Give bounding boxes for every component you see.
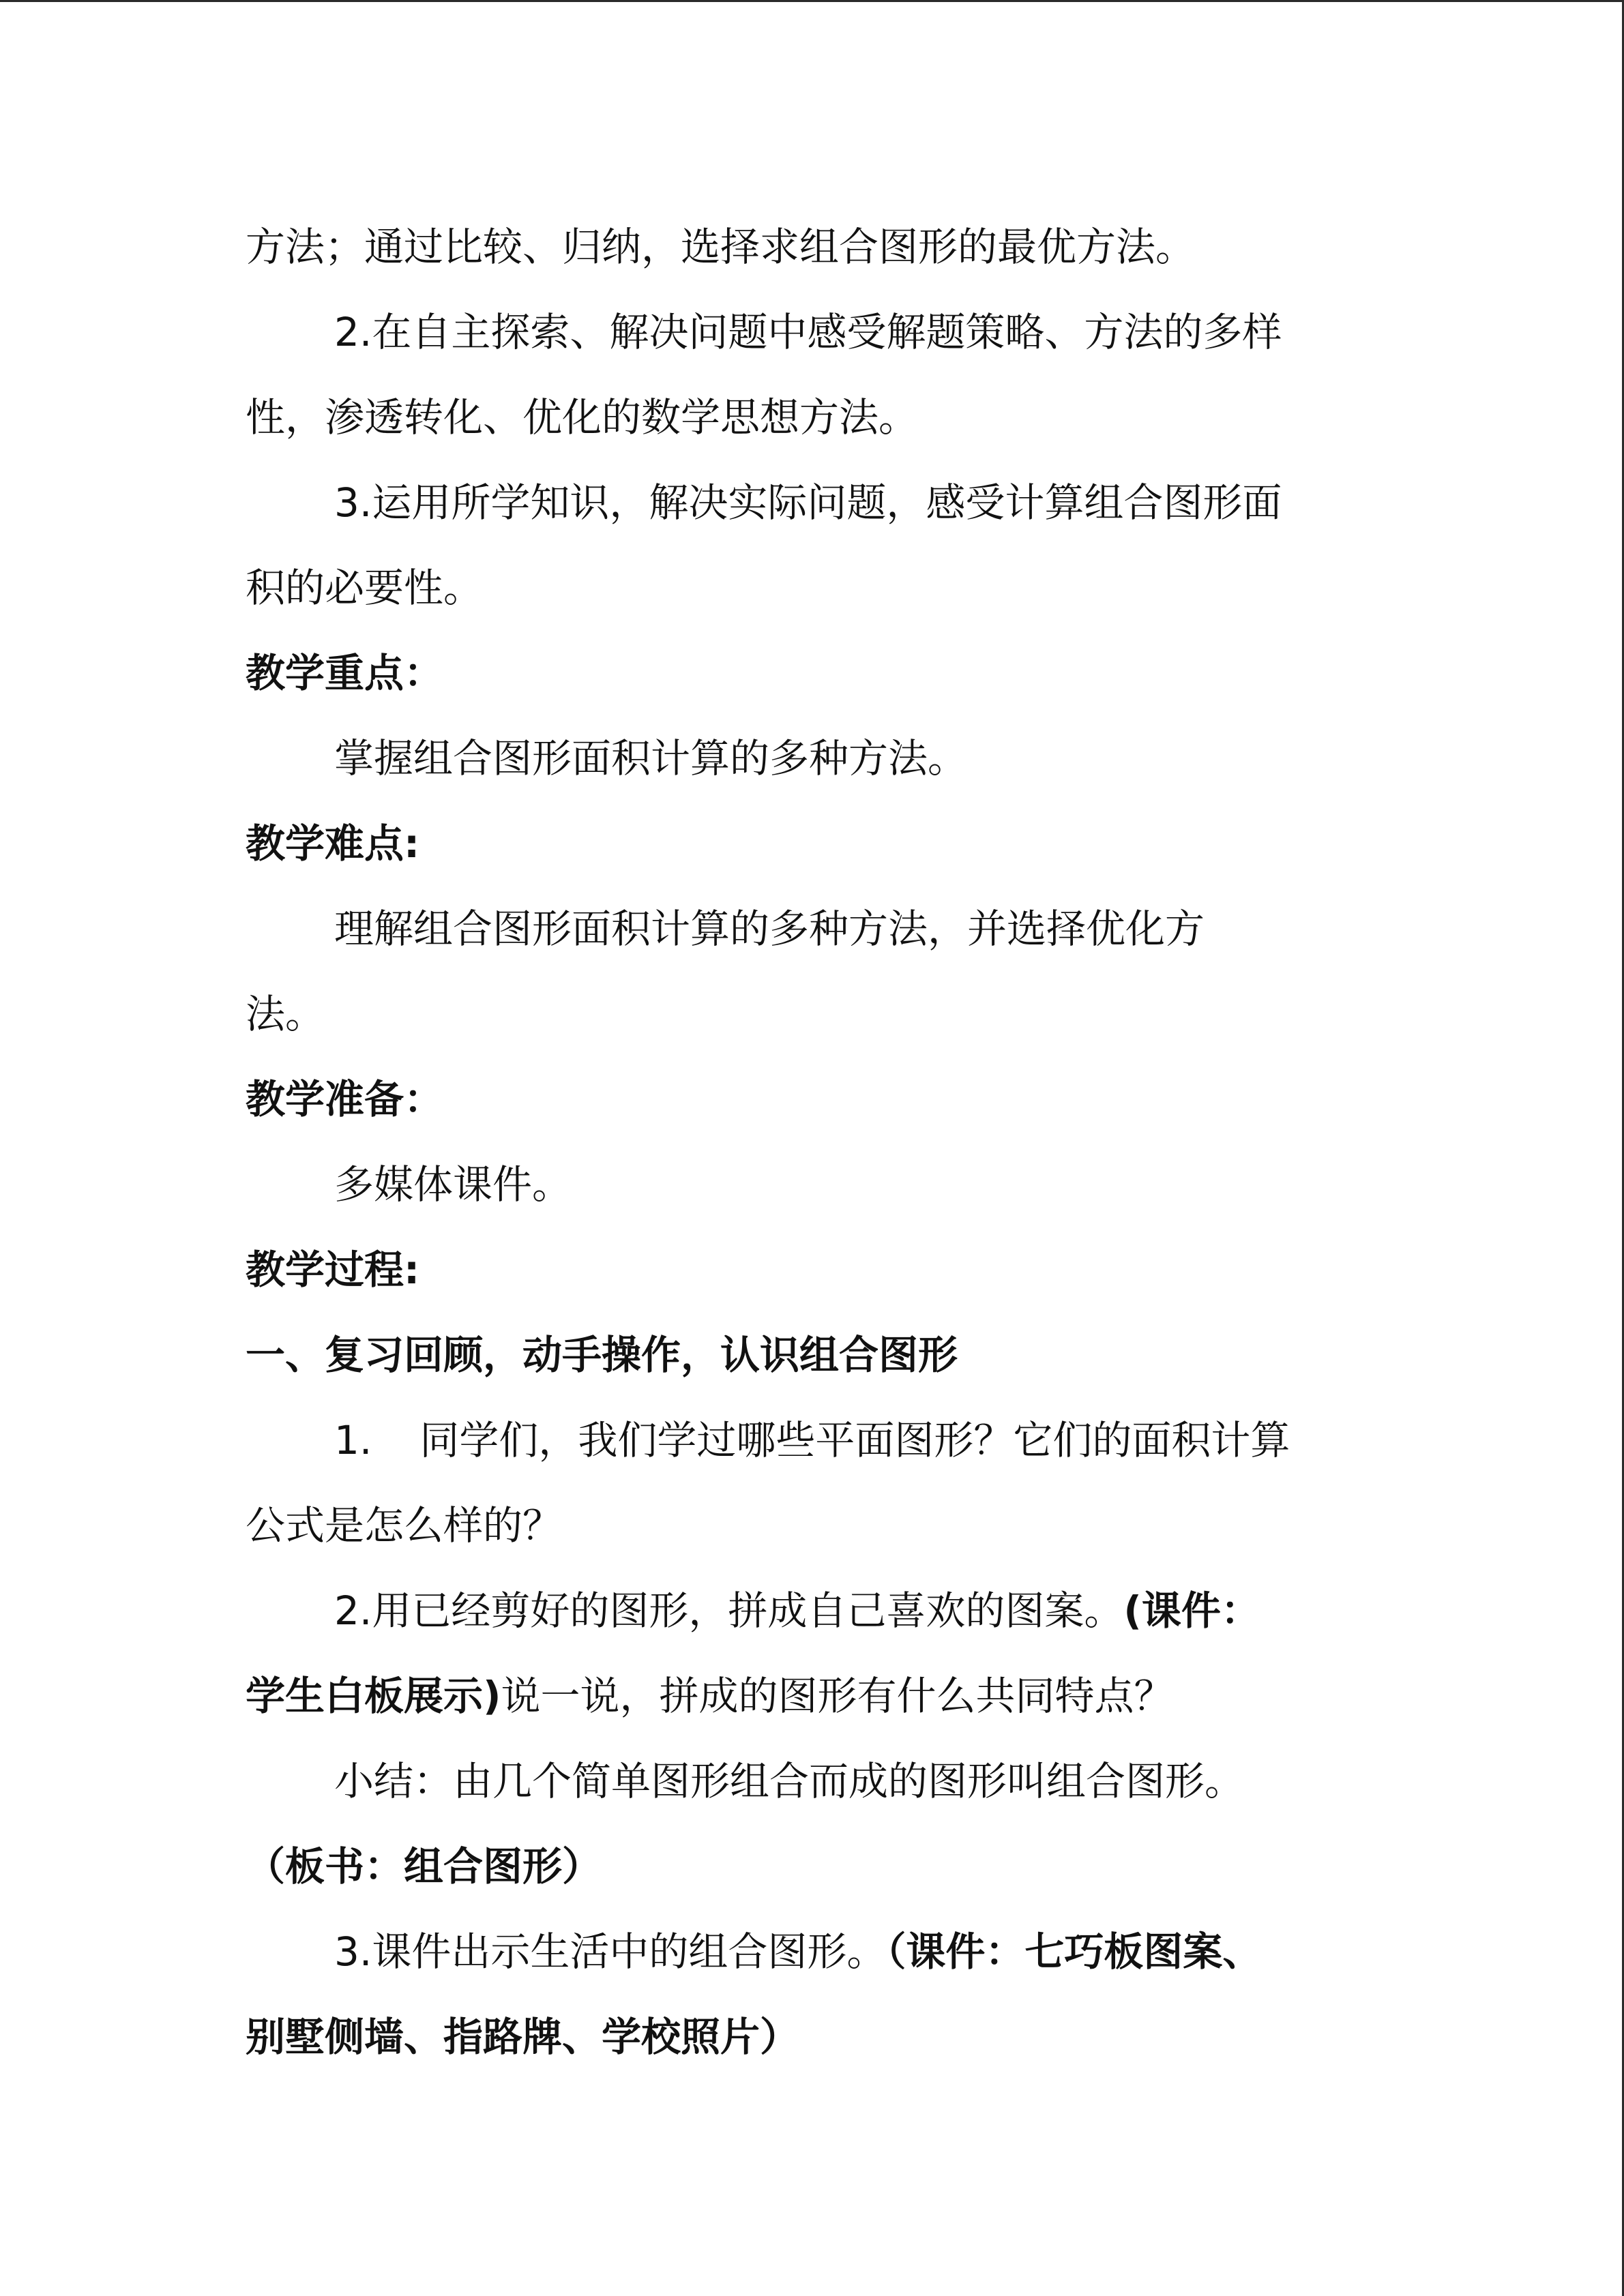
difficulty-heading: 教学难点: (246, 820, 420, 867)
process-heading: 教学过程: (246, 1247, 420, 1293)
board-note: （板书：组合图形） (246, 1843, 602, 1890)
step-3-courseware-note-start: （课件：七巧板图案、 (886, 1928, 1263, 1975)
document-page (246, 205, 1391, 2080)
key-point-heading: 教学重点： (246, 650, 444, 696)
objective-2-line-2: 性，渗透转化、优化的数学思想方法。 (246, 394, 919, 441)
step-2-courseware-note-start: (课件： (1123, 1587, 1260, 1634)
step-1-line-2: 公式是怎么样的？ (246, 1502, 563, 1549)
step-1-text: 同学们，我们学过哪些平面图形？它们的面积计算 (419, 1417, 1290, 1463)
step-1-line-1 (246, 1398, 1391, 1483)
preparation-text: 多媒体课件。 (334, 1161, 572, 1208)
step-1-number: 1. (334, 1417, 372, 1463)
section-1-heading: 一、复习回顾，动手操作，认识组合图形 (246, 1332, 958, 1378)
objective-1-continuation: 方法；通过比较、归纳，选择求组合图形的最优方法。 (246, 224, 1196, 270)
difficulty-text-line-2: 法。 (246, 991, 325, 1037)
summary-text: 小结：由几个简单图形组合而成的图形叫组合图形。 (334, 1758, 1245, 1804)
step-3-text: 3.课件出示生活中的组合图形。 (334, 1928, 887, 1975)
objective-2-line-1: 2.在自主探索、解决问题中感受解题策略、方法的多样 (334, 309, 1282, 355)
step-3-line-1 (246, 1909, 1391, 1995)
page-top-border (0, 0, 1624, 2)
step-2-line-2 (246, 1654, 1391, 1739)
preparation-heading: 教学准备： (246, 1076, 444, 1122)
key-point-text: 掌握组合图形面积计算的多种方法。 (334, 735, 968, 781)
step-2-line-1 (246, 1568, 1391, 1654)
objective-3-line-2: 积的必要性。 (246, 565, 484, 611)
step-2-text: 2.用已经剪好的图形，拼成自己喜欢的图案。 (334, 1587, 1124, 1634)
objective-3-line-1: 3.运用所学知识，解决实际问题，感受计算组合图形面 (334, 479, 1282, 526)
step-2-courseware-note-end: 学生白板展示) (246, 1673, 501, 1719)
difficulty-text-line-1: 理解组合图形面积计算的多种方法，并选择优化方 (334, 906, 1205, 952)
step-2-question: 说一说，拼成的图形有什么共同特点？ (501, 1673, 1174, 1719)
step-3-courseware-note-end: 别墅侧墙、指路牌、学校照片） (246, 2014, 800, 2060)
